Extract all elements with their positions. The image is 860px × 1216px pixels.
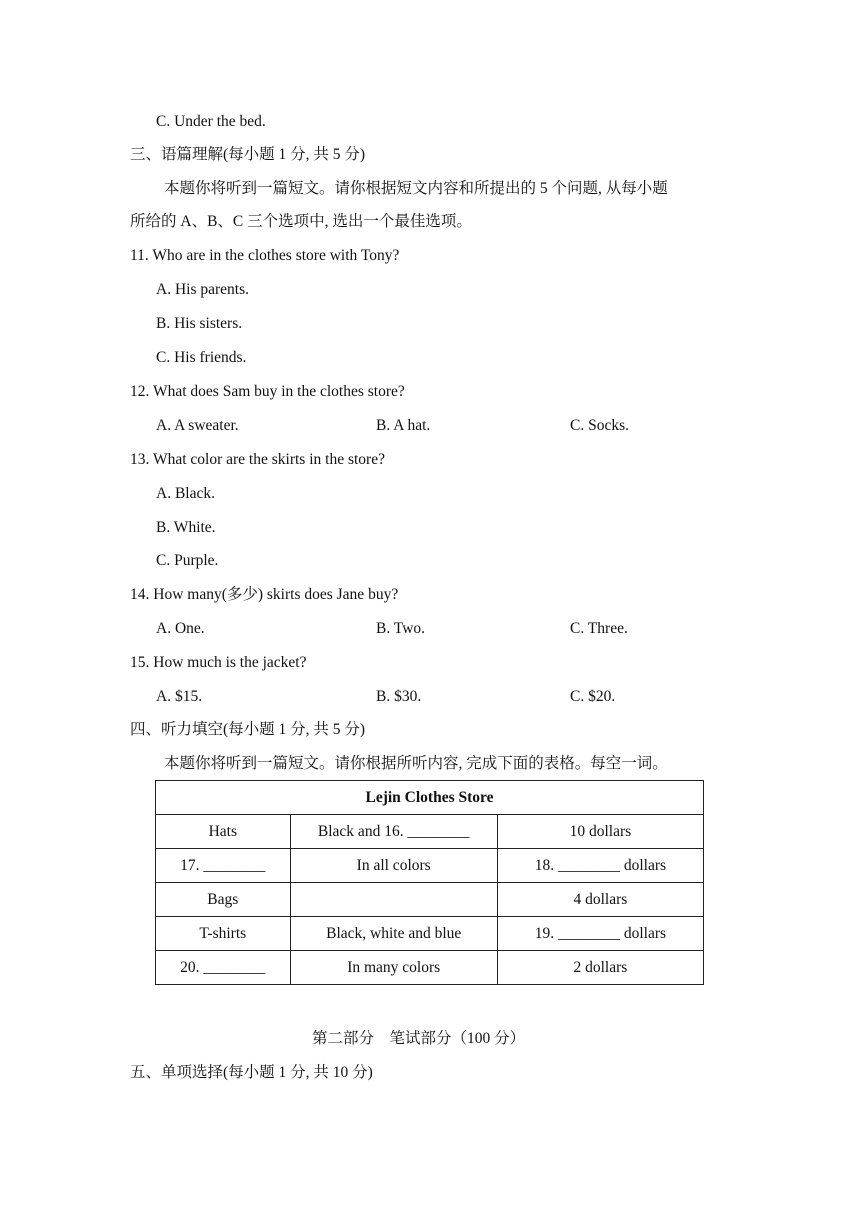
table-cell: In many colors — [290, 951, 497, 985]
question-11: 11. Who are in the clothes store with Tony? — [130, 247, 400, 264]
table-cell: 17. ________ — [156, 849, 291, 883]
table-cell: 18. ________ dollars — [497, 849, 703, 883]
part2-heading: 第二部分 笔试部分（100 分） — [312, 1030, 526, 1047]
q12-option-c: C. Socks. — [570, 417, 629, 434]
q14-option-a: A. One. — [156, 620, 205, 637]
question-12: 12. What does Sam buy in the clothes store? — [130, 383, 405, 400]
q14-option-c: C. Three. — [570, 620, 628, 637]
table-cell: Bags — [156, 883, 291, 917]
section3-instruction-line1: 本题你将听到一篇短文。请你根据短文内容和所提出的 5 个问题, 从每小题 — [164, 180, 668, 197]
q12-option-b: B. A hat. — [376, 417, 431, 434]
table-cell: In all colors — [290, 849, 497, 883]
table-title: Lejin Clothes Store — [156, 781, 704, 815]
question-14: 14. How many(多少) skirts does Jane buy? — [130, 586, 399, 603]
store-price-table — [155, 780, 704, 985]
table-row — [156, 917, 704, 951]
table-cell: T-shirts — [156, 917, 291, 951]
table-cell: 4 dollars — [497, 883, 703, 917]
table-cell — [290, 883, 497, 917]
q15-option-a: A. $15. — [156, 688, 203, 705]
q12-option-a: A. A sweater. — [156, 417, 239, 434]
q15-option-b: B. $30. — [376, 688, 422, 705]
table-row — [156, 849, 704, 883]
section4-instruction: 本题你将听到一篇短文。请你根据所听内容, 完成下面的表格。每空一词。 — [164, 755, 668, 772]
table-cell: 10 dollars — [497, 815, 703, 849]
question-13: 13. What color are the skirts in the store? — [130, 451, 385, 468]
table-cell: Black, white and blue — [290, 917, 497, 951]
section5-heading: 五、单项选择(每小题 1 分, 共 10 分) — [130, 1064, 373, 1081]
table-row — [156, 815, 704, 849]
q13-option-c: C. Purple. — [156, 552, 219, 569]
table-row — [156, 883, 704, 917]
q11-option-b: B. His sisters. — [156, 315, 243, 332]
table-row — [156, 951, 704, 985]
q11-option-c: C. His friends. — [156, 349, 247, 366]
q15-option-c: C. $20. — [570, 688, 616, 705]
question-15: 15. How much is the jacket? — [130, 654, 307, 671]
table-cell: Black and 16. ________ — [290, 815, 497, 849]
table-cell: 20. ________ — [156, 951, 291, 985]
table-cell: 2 dollars — [497, 951, 703, 985]
table-header-row — [156, 781, 704, 815]
q10-option-c: C. Under the bed. — [156, 113, 266, 130]
section3-instruction-line2: 所给的 A、B、C 三个选项中, 选出一个最佳选项。 — [130, 213, 472, 230]
section4-heading: 四、听力填空(每小题 1 分, 共 5 分) — [130, 721, 366, 738]
table-cell: Hats — [156, 815, 291, 849]
q14-option-b: B. Two. — [376, 620, 426, 637]
q13-option-b: B. White. — [156, 519, 216, 536]
q13-option-a: A. Black. — [156, 485, 215, 502]
table-cell: 19. ________ dollars — [497, 917, 703, 951]
section3-heading: 三、语篇理解(每小题 1 分, 共 5 分) — [130, 146, 366, 163]
q11-option-a: A. His parents. — [156, 281, 249, 298]
